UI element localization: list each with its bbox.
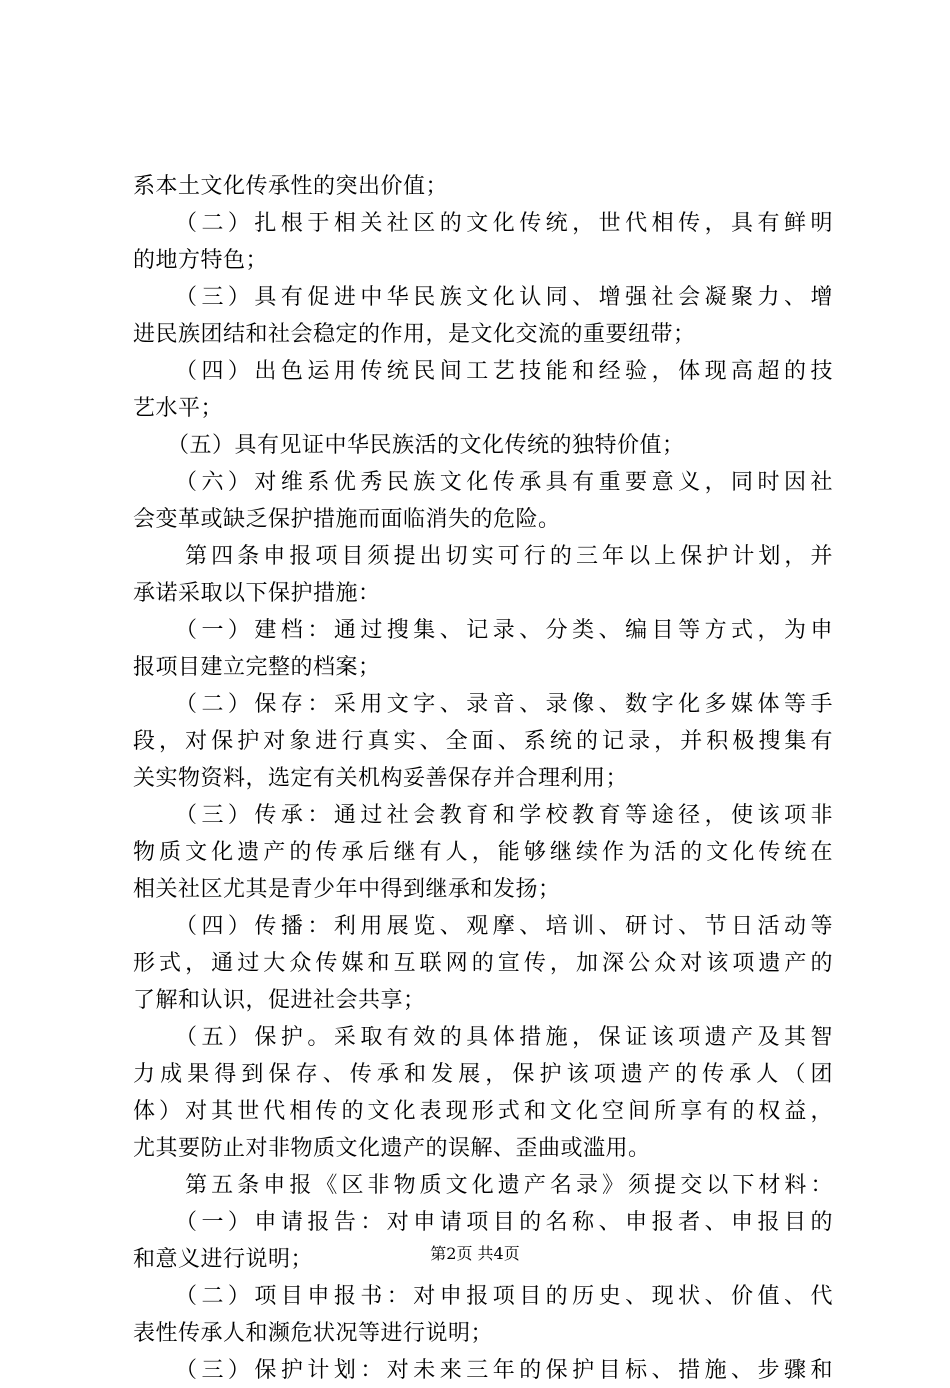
text-line: 力成果得到保存、传承和发展，保护该项遗产的传承人（团	[133, 1062, 833, 1087]
text-line: 关实物资料，选定有关机构妥善保存并合理利用；	[133, 766, 629, 791]
text-line: 体）对其世代相传的文化表现形式和文化空间所享有的权益，	[133, 1099, 833, 1124]
text-line: （四）传播：利用展览、观摩、培训、研讨、节日活动等	[133, 914, 833, 939]
page-number-footer: 第2页 共4页	[430, 1244, 520, 1263]
text-line: （四）出色运用传统民间工艺技能和经验，体现高超的技	[133, 359, 833, 384]
text-line: 和意义进行说明；	[133, 1247, 314, 1272]
text-line: 报项目建立完整的档案；	[133, 655, 381, 680]
text-line: （六）对维系优秀民族文化传承具有重要意义，同时因社	[133, 470, 833, 495]
text-line: 物质文化遗产的传承后继有人，能够继续作为活的文化传统在	[133, 840, 833, 865]
text-line: 相关社区尤其是青少年中得到继承和发扬；	[133, 877, 561, 902]
text-line: （一）建档：通过搜集、记录、分类、编目等方式，为申	[133, 618, 833, 643]
text-line: （三）具有促进中华民族文化认同、增强社会凝聚力、增	[133, 285, 833, 310]
text-line: 承诺采取以下保护措施：	[133, 581, 381, 606]
text-line: 段，对保护对象进行真实、全面、系统的记录，并积极搜集有	[133, 729, 833, 754]
text-line: 会变革或缺乏保护措施而面临消失的危险。	[133, 507, 561, 532]
text-line: 第四条申报项目须提出切实可行的三年以上保护计划，并	[133, 544, 833, 569]
text-line: 的地方特色；	[133, 248, 269, 273]
text-line: （二）扎根于相关社区的文化传统，世代相传，具有鲜明	[133, 211, 833, 236]
text-line: （二）保存：采用文字、录音、录像、数字化多媒体等手	[133, 692, 833, 717]
text-line: 艺水平；	[133, 396, 224, 421]
text-line: 形式，通过大众传媒和互联网的宣传，加深公众对该项遗产的	[133, 951, 833, 976]
text-line: （二）项目申报书：对申报项目的历史、现状、价值、代	[133, 1284, 833, 1309]
text-line: （五）保护。采取有效的具体措施，保证该项遗产及其智	[133, 1025, 833, 1050]
text-line: 系本土文化传承性的突出价值；	[133, 174, 449, 199]
text-line: 了解和认识，促进社会共享；	[133, 988, 426, 1013]
text-line: 尤其要防止对非物质文化遗产的误解、歪曲或滥用。	[133, 1136, 651, 1161]
text-line: （三）保护计划：对未来三年的保护目标、措施、步骤和	[133, 1358, 833, 1383]
text-line: 进民族团结和社会稳定的作用，是文化交流的重要纽带；	[133, 322, 696, 347]
text-line: 表性传承人和濒危状况等进行说明；	[133, 1321, 494, 1346]
text-line: 第五条申报《区非物质文化遗产名录》须提交以下材料：	[133, 1173, 833, 1198]
text-line: （五）具有见证中华民族活的文化传统的独特价值；	[133, 433, 685, 458]
text-line: （一）申请报告：对申请项目的名称、申报者、申报目的	[133, 1210, 833, 1235]
text-line: （三）传承：通过社会教育和学校教育等途径，使该项非	[133, 803, 833, 828]
